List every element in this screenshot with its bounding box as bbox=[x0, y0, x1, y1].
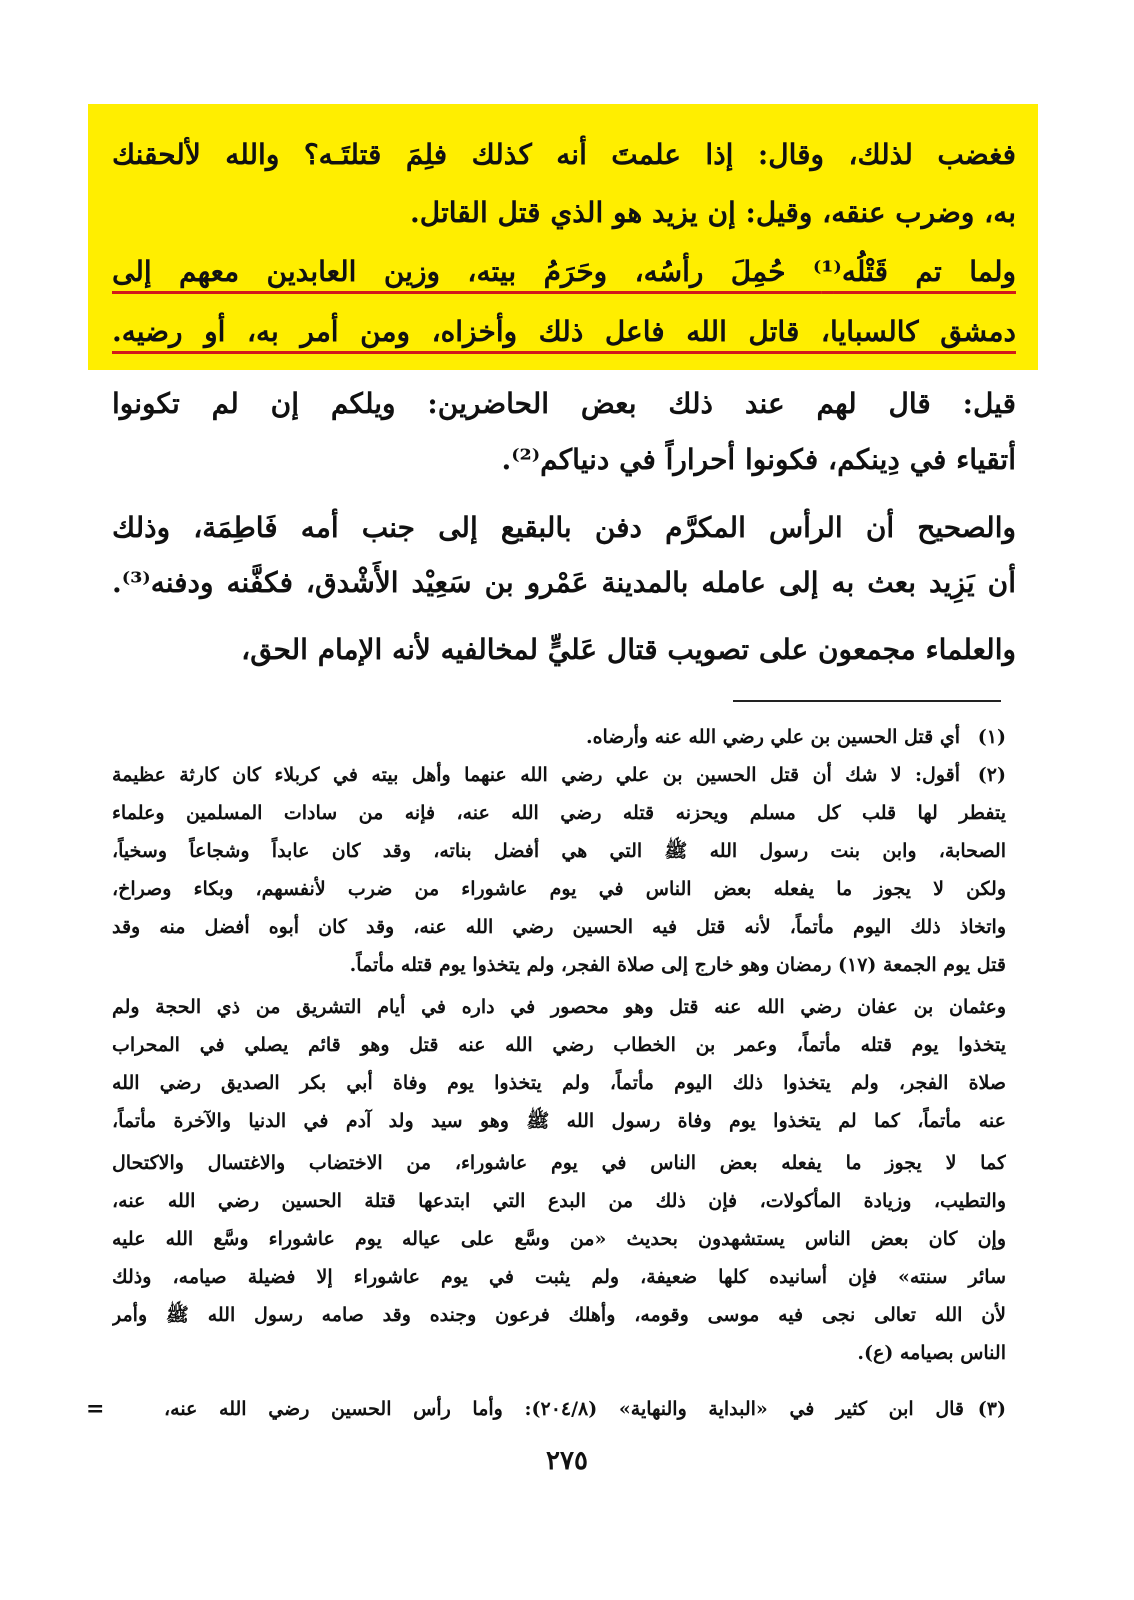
footnote-2-line: وعثمان بن عفان رضي الله عنه قتل وهو محصور في داره في أيام التشريق من ذي الحجة ولم bbox=[112, 996, 1006, 1018]
footnote-2-line: صلاة الفجر، ولم يتخذوا ذلك اليوم مأتماً، ولم يتخذوا يوم وفاة أبي بكر الصديق رضي الله bbox=[112, 1072, 1006, 1094]
footnote-2-line: ولكن لا يجوز ما يفعله بعض الناس في يوم عاشوراء من ضرب لأنفسهم، وبكاء وصراخ، bbox=[112, 878, 1006, 900]
body-line-4: أن يَزِيد بعث به إلى عامله بالمدينة عَمْرو بن سَعِيْد الأَشْدق، فكفَّنه ودفنه⁽³⁾. bbox=[112, 566, 1016, 599]
body-line-3: والصحيح أن الرأس المكرَّم دفن بالبقيع إلى جنب أمه فَاطِمَة، وذلك bbox=[112, 511, 1016, 544]
footnote-2-line: واتخاذ ذلك اليوم مأتماً، لأنه قتل فيه الحسين رضي الله عنه، وقد كان أبوه أفضل منه وقد bbox=[112, 916, 1006, 938]
footnote-2-line: وإن كان بعض الناس يستشهدون بحديث «من وسَّع على عياله يوم عاشوراء وسَّع الله عليه bbox=[112, 1228, 1006, 1250]
footnote-2-line: يتخذوا يوم قتله مأتماً، وعمر بن الخطاب رضي الله عنه قتل وهو قائم يصلي في المحراب bbox=[112, 1034, 1006, 1056]
footnote-2-line: أقول: لا شك أن قتل الحسين بن علي رضي الله عنهما وأهل بيته في كربلاء كان كارثة عظيمة bbox=[112, 764, 960, 786]
body-line-1: قيل: قال لهم عند ذلك بعض الحاضرين: ويلكم إن لم تكونوا bbox=[112, 387, 1016, 420]
footnote-2-line: والتطيب، وزيادة المأكولات، فإن ذلك من البدع التي ابتدعها قتلة الحسين رضي الله عنه، bbox=[112, 1190, 1006, 1212]
page-number: ٢٧٥ bbox=[546, 1446, 588, 1476]
footnote-2-line: قتل يوم الجمعة (١٧) رمضان وهو خارج إلى صلاة الفجر، ولم يتخذوا يوم قتله مأتماً. bbox=[349, 954, 1006, 976]
footnote-2-marker: (٢) bbox=[977, 764, 1006, 786]
highlighted-line-2: به، وضرب عنقه، وقيل: إن يزيد هو الذي قتل القاتل. bbox=[410, 196, 1016, 229]
footnote-3-marker: (٣) bbox=[977, 1398, 1006, 1420]
footnote-2-line: سائر سنته» فإن أسانيده كلها ضعيفة، ولم يثبت في يوم عاشوراء إلا فضيلة صيامه، وذلك bbox=[112, 1266, 1006, 1288]
footnote-2-line: الصحابة، وابن بنت رسول الله ﷺ التي هي أفضل بناته، وقد كان عابداً وشجاعاً وسخياً، bbox=[112, 840, 1006, 862]
footnote-2-line: يتفطر لها قلب كل مسلم ويحزنه قتله رضي الله عنه، فإنه من سادات المسلمين وعلماء bbox=[112, 802, 1006, 824]
highlighted-line-3 bbox=[112, 240, 1016, 304]
highlighted-line-4 bbox=[112, 300, 1016, 364]
body-line-2: أتقياء في دِينكم، فكونوا أحراراً في دنياكم⁽²⁾. bbox=[501, 443, 1016, 476]
underlined-text-4: دمشق كالسبايا، قاتل الله فاعل ذلك وأخزاه، ومن أمر به، أو رضيه. bbox=[112, 315, 1016, 348]
continuation-mark: = bbox=[86, 1396, 105, 1422]
body-line-5: والعلماء مجمعون على تصويب قتال عَليٍّ لمخالفيه لأنه الإمام الحق، bbox=[241, 633, 1016, 666]
footnote-2-line: عنه مأتماً، كما لم يتخذوا يوم وفاة رسول الله ﷺ وهو سيد ولد آدم في الدنيا والآخرة مأتماً، bbox=[112, 1110, 1006, 1132]
footnote-2-line: الناس بصيامه (ع). bbox=[857, 1342, 1006, 1364]
footnote-1-marker: (١) bbox=[977, 726, 1006, 748]
footnote-3-text: قال ابن كثير في «البداية والنهاية» (٢٠٤/٨): وأما رأس الحسين رضي الله عنه، bbox=[164, 1398, 964, 1420]
footnote-2-line: لأن الله تعالى نجى فيه موسى وقومه، وأهلك فرعون وجنده وقد صامه رسول الله ﷺ وأمر bbox=[112, 1304, 1006, 1326]
underlined-text-3: ولما تم قَتْلُه⁽¹⁾ حُمِلَ رأسُه، وحَرَمُ بيته، وزين العابدين معهم إلى bbox=[112, 255, 1016, 288]
footnote-2-line: كما لا يجوز ما يفعله بعض الناس في يوم عاشوراء، من الاختضاب والاغتسال والاكتحال bbox=[112, 1152, 1006, 1174]
footnote-1-text: أي قتل الحسين بن علي رضي الله عنه وأرضاه. bbox=[585, 726, 960, 748]
footnote-separator bbox=[733, 700, 1001, 702]
highlighted-line-1: فغضب لذلك، وقال: إذا علمتَ أنه كذلك فلِمَ قتلتَـه؟ والله لألحقنك bbox=[112, 138, 1016, 171]
